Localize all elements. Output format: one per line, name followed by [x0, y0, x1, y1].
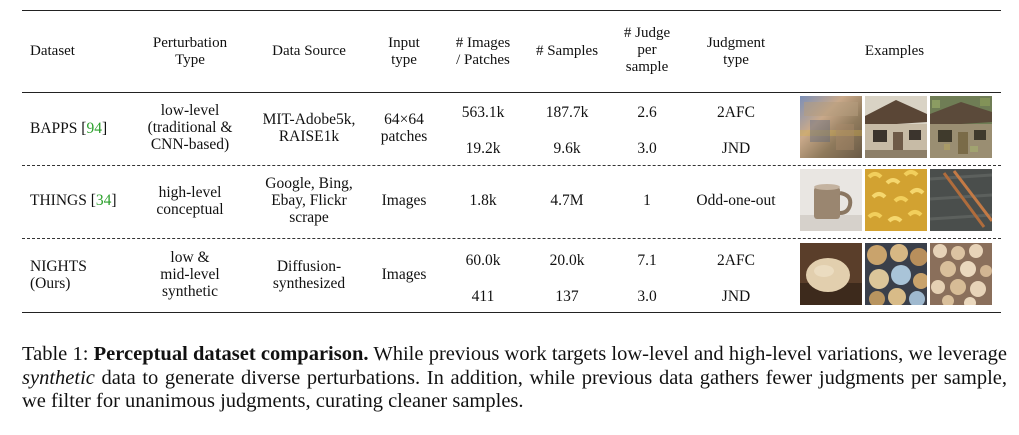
caption-text-2: data to generate diverse perturbations. In addition, while previous data gathers fewer judgments per sample, we filter for unanimous judgments, curating cleaner samples.	[22, 366, 1007, 412]
example-image-things-mug	[800, 169, 862, 231]
row-bapps-judgment-2afc: 2AFC	[717, 104, 755, 121]
row-bapps-samples-2afc: 187.7k	[545, 104, 589, 121]
row-nights-images-jnd: 411	[471, 288, 495, 305]
example-image-nights-bread	[800, 243, 862, 305]
caption-label: Table 1:	[22, 343, 94, 365]
header-dataset: Dataset	[30, 43, 75, 59]
row-things-input: Images	[381, 192, 427, 209]
table-top-rule	[22, 10, 1001, 11]
row-nights-judgment-jnd: JND	[721, 288, 751, 305]
header-input-type: Input type	[388, 35, 420, 68]
table-row-divider	[22, 165, 1001, 166]
row-things-perturbation: high-level conceptual	[156, 184, 224, 218]
row-bapps-samples-jnd: 9.6k	[553, 140, 581, 157]
caption-italic: synthetic	[22, 366, 95, 389]
row-bapps-images-jnd: 19.2k	[465, 140, 501, 157]
example-image-bapps-noisy	[930, 96, 992, 158]
row-nights-images-2afc: 60.0k	[465, 252, 501, 269]
example-image-bapps-reference	[865, 96, 927, 158]
row-things-dataset: THINGS [34]	[30, 192, 117, 209]
header-perturbation-type: Perturbation Type	[152, 35, 228, 68]
row-bapps-perturbation: low-level (traditional & CNN-based)	[147, 102, 233, 153]
row-nights-judgment-2afc: 2AFC	[717, 252, 755, 269]
example-image-nights-biscuits	[930, 243, 992, 305]
row-things-judge: 1	[643, 192, 651, 209]
caption-title: Perceptual dataset comparison.	[93, 343, 369, 365]
row-things-images: 1.8k	[469, 192, 497, 209]
example-image-things-pasta	[865, 169, 927, 231]
example-image-nights-cookies	[865, 243, 927, 305]
header-judge-per-sample: # Judge per sample	[623, 25, 671, 75]
example-image-things-chopsticks	[930, 169, 992, 231]
row-bapps-dataset: BAPPS [94]	[30, 120, 108, 137]
row-things-source: Google, Bing, Ebay, Flickr scrape	[265, 175, 353, 226]
header-images-patches: # Images / Patches	[455, 35, 511, 68]
row-nights-dataset: NIGHTS (Ours)	[30, 258, 87, 292]
row-things-samples: 4.7M	[550, 192, 584, 209]
row-nights-input: Images	[381, 266, 427, 283]
header-data-source: Data Source	[272, 43, 346, 59]
row-nights-samples-2afc: 20.0k	[549, 252, 585, 269]
row-nights-source: Diffusion- synthesized	[272, 258, 346, 292]
row-bapps-images-2afc: 563.1k	[461, 104, 505, 121]
row-bapps-judge-2afc: 2.6	[637, 104, 657, 121]
row-nights-perturbation: low & mid-level synthetic	[160, 249, 220, 300]
row-nights-samples-jnd: 137	[555, 288, 579, 305]
header-samples: # Samples	[535, 43, 599, 59]
table-header-rule	[22, 92, 1001, 93]
row-bapps-judge-jnd: 3.0	[637, 140, 657, 157]
table-row-divider	[22, 238, 1001, 239]
row-nights-judge-jnd: 3.0	[637, 288, 657, 305]
row-bapps-input: 64×64 patches	[380, 111, 428, 145]
caption-text-1: While previous work targets low-level and high-level variations, we leverage	[368, 343, 1007, 365]
table-caption	[22, 343, 1007, 414]
row-bapps-source: MIT-Adobe5k, RAISE1k	[262, 111, 356, 145]
table-bottom-rule	[22, 312, 1001, 313]
row-things-judgment: Odd-one-out	[696, 192, 776, 209]
header-judgment-type: Judgment type	[706, 35, 766, 68]
header-examples: Examples	[864, 43, 925, 59]
row-nights-judge-2afc: 7.1	[637, 252, 657, 269]
example-image-bapps-blurred	[800, 96, 862, 158]
row-bapps-judgment-jnd: JND	[721, 140, 751, 157]
